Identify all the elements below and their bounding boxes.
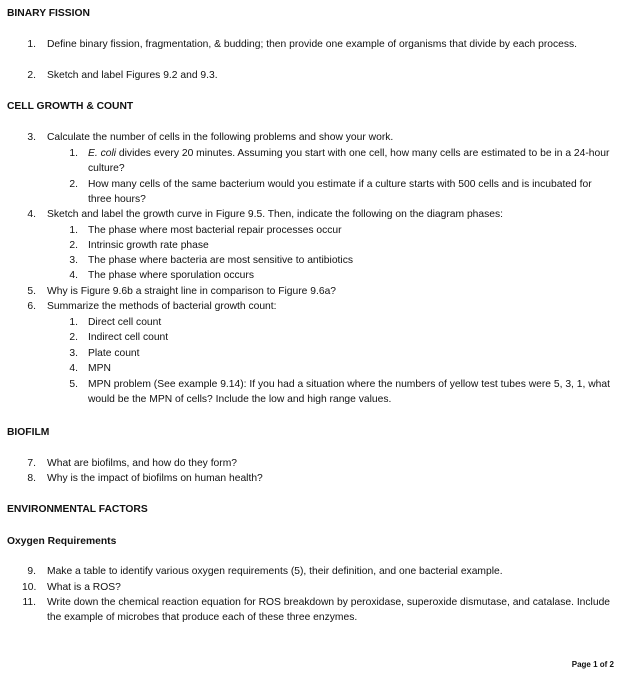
question-text: MPN <box>88 363 111 374</box>
question-4-2 <box>68 238 616 253</box>
question-text: The phase where sporulation occurs <box>88 270 254 281</box>
question-text: Define binary fission, fragmentation, & budding; then provide one example of organisms that divide by each process. <box>47 39 578 50</box>
question-5 <box>28 284 616 299</box>
question-6 <box>28 299 616 314</box>
question-4-3 <box>68 253 616 268</box>
question-4-4 <box>68 268 616 283</box>
question-1 <box>28 37 616 52</box>
question-text: The phase where bacteria are most sensitive to antibiotics <box>88 255 353 266</box>
question-text: MPN problem (See example 9.14): If you had a situation where the numbers of yellow test tubes were 5, 3, 1, what would be the MPN of cells? Include the low and high range values. <box>88 379 610 405</box>
question-text: What is a ROS? <box>47 582 121 593</box>
question-number: 4. <box>69 270 78 281</box>
question-text: Sketch and label the growth curve in Figure 9.5. Then, indicate the following on the diagram phases: <box>47 209 504 220</box>
question-4-1 <box>68 223 616 238</box>
question-number: 8. <box>27 473 36 484</box>
question-number: 2. <box>69 240 78 251</box>
question-number: 4. <box>27 209 36 220</box>
question-text: Summarize the methods of bacterial growth count: <box>47 301 277 312</box>
question-number: 2. <box>69 179 78 190</box>
question-number: 4. <box>69 363 78 374</box>
question-number: 3. <box>69 348 78 359</box>
question-text: Direct cell count <box>88 317 162 328</box>
question-text: How many cells of the same bacterium would you estimate if a culture starts with 500 cells and is incubated for three hours? <box>88 179 592 205</box>
section-heading-biofilm: BIOFILM <box>7 427 50 438</box>
question-7 <box>28 456 616 471</box>
question-6-3 <box>68 346 616 361</box>
question-3 <box>28 130 616 145</box>
question-number: 2. <box>69 332 78 343</box>
question-number: 5. <box>27 286 36 297</box>
question-number: 6. <box>27 301 36 312</box>
question-6-5 <box>68 377 616 407</box>
question-number: 3. <box>69 255 78 266</box>
question-number: 1. <box>69 317 78 328</box>
question-10 <box>22 580 616 595</box>
question-text: E. coli divides every 20 minutes. Assuming you start with one cell, how many cells are estimated to be in a 24-hour culture? <box>88 148 610 174</box>
question-text: Write down the chemical reaction equation for ROS breakdown by peroxidase, superoxide dismutase, and catalase. Include the example of microbes that produce each of these three enzymes. <box>47 597 611 623</box>
question-8 <box>28 471 616 486</box>
question-number: 1. <box>27 39 36 50</box>
question-6-2 <box>68 330 616 345</box>
question-text: Why is Figure 9.6b a straight line in comparison to Figure 9.6a? <box>47 286 337 297</box>
question-text: Plate count <box>88 348 140 359</box>
question-9 <box>28 564 616 579</box>
question-text: Make a table to identify various oxygen requirements (5), their definition, and one bacterial example. <box>47 566 503 577</box>
organism-name: E. coli <box>88 148 117 159</box>
question-2 <box>28 68 616 83</box>
subsection-heading-oxygen-requirements: Oxygen Requirements <box>7 536 117 547</box>
question-text: Why is the impact of biofilms on human health? <box>47 473 263 484</box>
page-number: Page 1 of 2 <box>571 660 614 669</box>
question-number: 5. <box>69 379 78 390</box>
question-6-4 <box>68 361 616 376</box>
question-3-2 <box>68 177 616 207</box>
question-text: Intrinsic growth rate phase <box>88 240 209 251</box>
question-6-1 <box>68 315 616 330</box>
question-3-1 <box>68 146 616 176</box>
question-text: Sketch and label Figures 9.2 and 9.3. <box>47 70 218 81</box>
question-text: Indirect cell count <box>88 332 169 343</box>
question-4 <box>28 207 616 222</box>
question-number: 10. <box>22 582 37 593</box>
section-heading-binary-fission: BINARY FISSION <box>7 8 90 19</box>
question-number: 7. <box>27 458 36 469</box>
question-number: 1. <box>69 148 78 159</box>
question-number: 1. <box>69 225 78 236</box>
question-number: 11. <box>22 597 36 608</box>
section-heading-environmental-factors: ENVIRONMENTAL FACTORS <box>7 504 148 515</box>
question-number: 9. <box>27 566 36 577</box>
question-number: 2. <box>27 70 36 81</box>
question-11 <box>22 595 616 625</box>
question-text: The phase where most bacterial repair processes occur <box>88 225 342 236</box>
question-number: 3. <box>27 132 36 143</box>
question-text: Calculate the number of cells in the following problems and show your work. <box>47 132 394 143</box>
question-text: What are biofilms, and how do they form? <box>47 458 238 469</box>
section-heading-cell-growth: CELL GROWTH & COUNT <box>7 101 134 112</box>
